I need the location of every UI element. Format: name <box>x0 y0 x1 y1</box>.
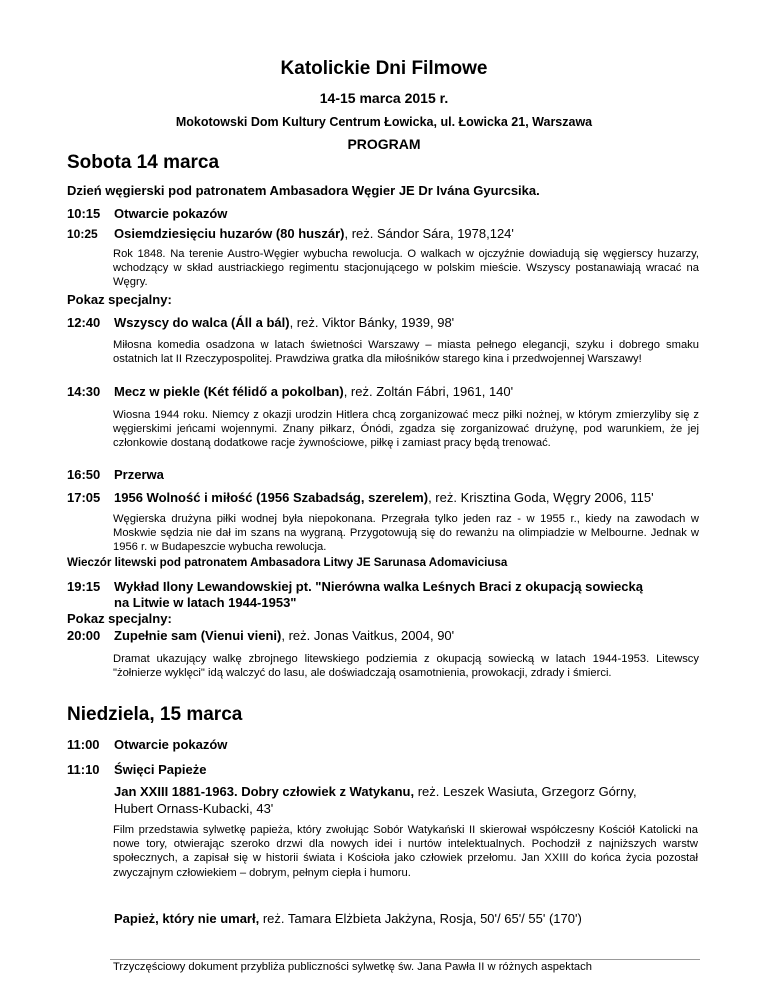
special-screening-label: Pokaz specjalny: <box>67 292 172 307</box>
film-credits: , reż. Viktor Bánky, 1939, 98' <box>289 315 455 330</box>
film-entry <box>114 911 582 926</box>
program-heading: PROGRAM <box>347 136 421 152</box>
lecture-title-cont: na Litwie w latach 1944-1953" <box>114 595 297 610</box>
saturday-heading: Sobota 14 marca <box>67 152 220 173</box>
film-title: Papież, który nie umarł, <box>114 911 260 926</box>
film-title: 1956 Wolność i miłość (1956 Szabadság, szerelem) <box>114 490 429 505</box>
schedule-item <box>67 226 514 241</box>
item-time: 20:00 <box>67 628 101 643</box>
event-venue: Mokotowski Dom Kultury Centrum Łowicka, ul. Łowicka 21, Warszawa <box>175 115 593 129</box>
schedule-item <box>67 762 207 777</box>
film-description: Miłosna komedia osadzona w latach świetności Warszawy – miasta pełnego elegancji, szyku i dobrego smaku ostatnich lat II Rzeczypospolitej. Prawdziwa gratka dla miłośników starego kina i przedwojennej Warszawy! <box>113 339 699 366</box>
hungarian-day-note: Dzień węgierski pod patronatem Ambasadora Węgier JE Dr Ivána Gyurcsika. <box>67 183 540 198</box>
film-title: Wszyscy do walca (Áll a bál) <box>114 315 290 330</box>
item-time: 14:30 <box>67 384 101 399</box>
item-time: 11:00 <box>67 737 100 752</box>
film-title: Mecz w piekle (Két félidő a pokolban) <box>114 384 344 399</box>
film-description: Rok 1848. Na terenie Austro-Węgier wybucha rewolucja. O walkach w ojczyźnie dowiadują się węgierscy huzarzy, wchodzący w skład austriackiego regimentu stacjonującego w polskim mieście. Wszyscy postanawiają wracać na Węgry. <box>113 248 699 289</box>
film-description: Film przedstawia sylwetkę papieża, który zwołując Sobór Watykański II skierował współczesny Kościół Katolicki na nowe tory, otwierając szeroko drzwi dla nowych idei i nurtów intelektualnych. Pochodził z najniższych warstw społecznych, a zapisał się w historii świata i Kościoła jako człowiek przełomu. Jan XXIII do końca życia pozostał zwyczajnym człowiekiem – dobrym, pełnym ciepła i humoru. <box>113 824 698 879</box>
film-credits: , reż. Sándor Sára, 1978,124' <box>344 226 514 241</box>
item-time: 17:05 <box>67 490 101 505</box>
item-time: 10:25 <box>67 227 98 241</box>
schedule-item <box>67 206 227 221</box>
lecture-title: Wykład Ilony Lewandowskiej pt. "Nierówna walka Leśnych Braci z okupacją sowiecką <box>114 579 643 594</box>
item-time: 19:15 <box>67 579 101 594</box>
item-title: Święci Papieże <box>114 762 207 777</box>
item-time: 10:15 <box>67 206 101 221</box>
schedule-item <box>67 315 454 330</box>
schedule-item <box>67 737 227 752</box>
event-dates: 14-15 marca 2015 r. <box>319 90 449 106</box>
schedule-item <box>67 384 513 399</box>
schedule-item <box>67 579 643 594</box>
schedule-item <box>67 467 164 482</box>
item-title: Otwarcie pokazów <box>114 206 228 221</box>
film-title: Jan XXIII 1881-1963. Dobry człowiek z Watykanu, <box>114 784 415 799</box>
film-description: Wiosna 1944 roku. Niemcy z okazji urodzin Hitlera chcą zorganizować mecz piłki nożnej, w którym zmierzyliby się z węgierskimi jeńcami wojennymi. Znany piłkarz, Ónódi, zgadza się zorganizować drużynę, pod warunkiem, że jej członkowie dostaną dodatkowe racje żywnościowe, piłkę i zamiast pracy będą trenować. <box>113 409 699 450</box>
event-title: Katolickie Dni Filmowe <box>280 58 488 79</box>
film-credits: , reż. Krisztina Goda, Węgry 2006, 115' <box>428 490 654 505</box>
film-description: Dramat ukazujący walkę zbrojnego litewskiego podziemia z okupacją sowiecką w latach 1944-1953. Litewscy "żołnierze wyklęci" idą walczyć do lasu, ale doświadczają osamotnienia, prowokacji, zdrady i śmierci. <box>113 653 699 680</box>
film-entry <box>114 784 637 799</box>
film-credits: reż. Leszek Wasiuta, Grzegorz Górny, <box>414 784 637 799</box>
schedule-item <box>67 628 454 643</box>
sunday-heading: Niedziela, 15 marca <box>67 704 243 725</box>
film-description: Trzyczęściowy dokument przybliża publiczności sylwetkę św. Jana Pawła II w różnych aspektach <box>113 961 592 973</box>
schedule-item <box>67 490 654 505</box>
item-title: Otwarcie pokazów <box>114 737 228 752</box>
film-credits-cont: Hubert Ornass-Kubacki, 43' <box>114 801 274 816</box>
film-description: Węgierska drużyna piłki wodnej była niepokonana. Przegrała tylko jeden raz - w 1955 r., kiedy na zawodach w Moskwie sędzia nie dał im szans na wygraną. Przygotowują się do rewanżu na olimpiadzie w Melbourne. Jednak w 1956 r. w Budapeszcie wybucha rewolucja. <box>113 513 699 554</box>
lithuanian-evening-note: Wieczór litewski pod patronatem Ambasadora Litwy JE Sarunasa Adomaviciusa <box>67 556 508 569</box>
film-credits: , reż. Zoltán Fábri, 1961, 140' <box>343 384 514 399</box>
item-time: 12:40 <box>67 315 101 330</box>
special-screening-label: Pokaz specjalny: <box>67 611 172 626</box>
film-title: Osiemdziesięciu huzarów (80 huszár) <box>114 226 345 241</box>
film-credits: reż. Tamara Elżbieta Jakżyna, Rosja, 50'/ 65'/ 55' (170') <box>259 911 582 926</box>
film-credits: , reż. Jonas Vaitkus, 2004, 90' <box>281 628 455 643</box>
item-time: 11:10 <box>67 762 100 777</box>
film-title: Zupełnie sam (Vienui vieni) <box>114 628 282 643</box>
item-title: Przerwa <box>114 467 164 482</box>
item-time: 16:50 <box>67 467 101 482</box>
